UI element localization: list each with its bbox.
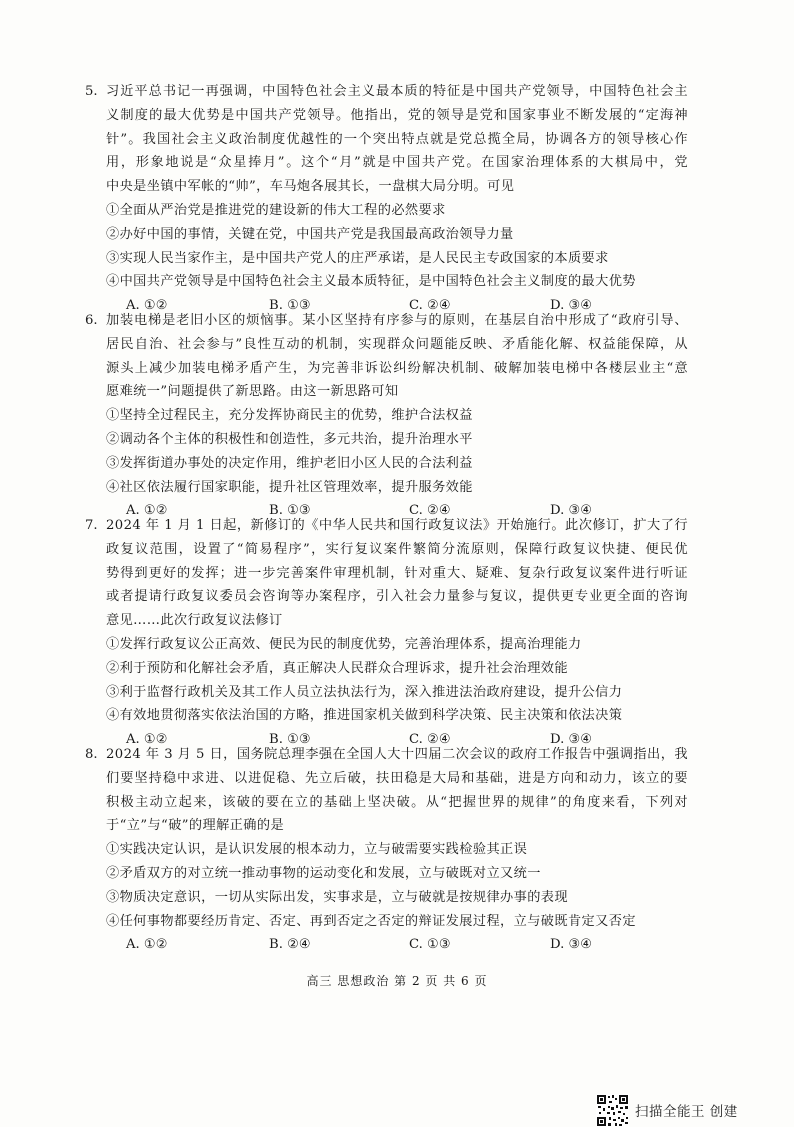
- option-3: ③利于监督行政机关及其工作人员立法执法行为，深入推进法治政府建设，提升公信力: [106, 684, 623, 700]
- page-footer: 高三 思想政治 第 2 页 共 6 页: [306, 974, 488, 988]
- choice-d[interactable]: D. ③④: [550, 937, 593, 953]
- question-stem-line: 们要坚持稳中求进、以进促稳、先立后破，扶田稳是大局和基础，进是方向和动力，该立的要: [106, 770, 688, 786]
- option-3: ③物质决定意识，一切从实际出发，实事求是，立与破就是按规律办事的表现: [106, 889, 568, 905]
- question-stem-line: 于“立”与“破”的理解正确的是: [106, 818, 285, 834]
- question-stem-line: 用，形象地说是“众星捧月”。这个“月”就是中国共产党。在国家治理体系的大棋局中，党: [106, 155, 688, 171]
- question-number: 6.: [85, 313, 98, 328]
- question-stem-line: 意见……此次行政复议法修订: [106, 613, 283, 629]
- choice-b[interactable]: B. ①③: [269, 732, 311, 748]
- question-stem-line: 针”。我国社会主义政治制度优越性的一个突出特点就是党总揽全局，协调各方的领导核心作: [106, 131, 688, 147]
- question-stem-line: 源头上减少加装电梯矛盾产生，为完善非诉讼纠纷解决机制、破解加装电梯中各楼层业主“意: [106, 360, 688, 376]
- option-4: ④社区依法履行国家职能，提升社区管理效率，提升服务效能: [106, 479, 473, 495]
- choice-d[interactable]: D. ③④: [550, 732, 593, 748]
- question-number: 5.: [85, 84, 98, 99]
- question-stem-line: 2024 年 1 月 1 日起，新修订的《中华人民共和国行政复议法》开始施行。此次修订，扩大了行: [106, 518, 688, 533]
- qr-code-icon: [596, 1094, 629, 1127]
- question-stem-line: 加装电梯是老旧小区的烦恼事。某小区坚持有序参与的原则，在基层自治中形成了“政府引导、: [106, 313, 688, 328]
- question-stem-line: 居民自治、社会参与”良性互动的机制，实现群众问题能反映、矛盾能化解、权益能保障，从: [106, 336, 688, 352]
- option-1: ①实践决定认识，是认识发展的根本动力，立与破需要实践检验其正误: [106, 842, 528, 858]
- choice-b[interactable]: B. ②④: [269, 937, 311, 953]
- choice-a[interactable]: A. ①②: [126, 732, 168, 748]
- question-stem-line: 愿难统一”问题提供了新思路。由这一新思路可知: [106, 384, 399, 400]
- question-5: [85, 80, 688, 318]
- question-6: [85, 309, 688, 523]
- choice-a[interactable]: A. ①②: [126, 503, 168, 519]
- question-stem-line: 2024 年 3 月 5 日，国务院总理李强在全国人大十四届二次会议的政府工作报告中强调指出，我: [106, 747, 688, 762]
- choice-a[interactable]: A. ①②: [126, 937, 168, 953]
- option-1: ①发挥行政复议公正高效、便民为民的制度优势，完善治理体系，提高治理能力: [106, 636, 582, 652]
- choice-b[interactable]: B. ①③: [269, 503, 311, 519]
- answer-choices: [106, 933, 688, 957]
- option-2: ②办好中国的事情，关键在党，中国共产党是我国最高政治领导力量: [106, 226, 514, 242]
- choice-a[interactable]: A. ①②: [126, 298, 168, 314]
- choice-c[interactable]: C. ②④: [409, 298, 451, 314]
- scanner-watermark: [596, 1093, 738, 1127]
- question-stem-line: 习近平总书记一再强调，中国特色社会主义最本质的特征是中国共产党领导，中国特色社会主: [106, 84, 688, 99]
- option-1: ①全面从严治党是推进党的建设新的伟大工程的必然要求: [106, 202, 446, 218]
- option-2: ②利于预防和化解社会矛盾，真正解决人民群众合理诉求，提升社会治理效能: [106, 660, 568, 676]
- question-stem-line: 政复议范围，设置了“简易程序”，实行复议案件繁简分流原则，保障行政复议快捷、便民优: [106, 541, 688, 557]
- question-stem-line: 义制度的最大优势是中国共产党领导。他指出，党的领导是党和国家事业不断发展的“定海神: [106, 107, 688, 123]
- choice-d[interactable]: D. ③④: [550, 298, 593, 314]
- question-8: [85, 743, 688, 957]
- question-number: 8.: [85, 747, 98, 762]
- option-1: ①坚持全过程民主，充分发挥协商民主的优势，维护合法权益: [106, 408, 473, 424]
- question-stem-line: 中央是坐镇中军帐的“帅”，车马炮各展其长，一盘棋大局分明。可见: [106, 179, 515, 195]
- option-4: ④中国共产党领导是中国特色社会主义最本质特征，是中国特色社会主义制度的最大优势: [106, 274, 636, 290]
- question-7: [85, 514, 688, 752]
- choice-c[interactable]: C. ②④: [409, 732, 451, 748]
- option-2: ②矛盾双方的对立统一推动事物的运动变化和发展，立与破既对立又统一: [106, 865, 541, 881]
- question-stem-line: 积极主动立起来，该破的要在立的基础上坚决破。从“把握世界的规律”的角度来看，下列对: [106, 794, 688, 810]
- question-stem-line: 或者提请行政复议委员会咨询等办案程序，引入社会力量参与复议，提供更专业更全面的咨询: [106, 589, 688, 605]
- question-number: 7.: [85, 518, 98, 533]
- choice-d[interactable]: D. ③④: [550, 503, 593, 519]
- question-stem-line: 势得到更好的发挥；进一步完善案件审理机制，针对重大、疑难、复杂行政复议案件进行听证: [106, 565, 688, 581]
- option-3: ③发挥街道办事处的决定作用，维护老旧小区人民的合法利益: [106, 455, 473, 471]
- option-3: ③实现人民当家作主，是中国共产党人的庄严承诺，是人民民主专政国家的本质要求: [106, 250, 609, 266]
- option-4: ④有效地贯彻落实依法治国的方略，推进国家机关做到科学决策、民主决策和依法决策: [106, 708, 623, 724]
- watermark-text: 扫描全能王 创建: [635, 1104, 738, 1120]
- choice-c[interactable]: C. ②④: [409, 503, 451, 519]
- choice-c[interactable]: C. ①③: [409, 937, 451, 953]
- option-4: ④任何事物都要经历肯定、否定、再到否定之否定的辩证发展过程，立与破既肯定又否定: [106, 913, 636, 929]
- choice-b[interactable]: B. ①③: [269, 298, 311, 314]
- option-2: ②调动各个主体的积极性和创造性，多元共治，提升治理水平: [106, 431, 473, 447]
